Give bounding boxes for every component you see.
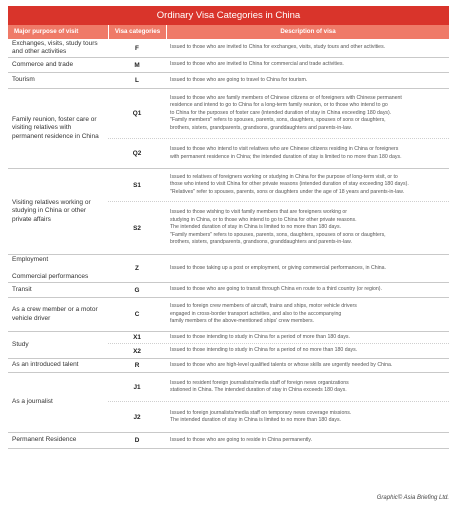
visa-group — [8, 58, 449, 73]
visa-description: Issued to relatives of foreigners working or studying in China for the purpose of long-term visit, or to those who intend to visit China for other private reasons (intended duration of stay exceeding 180 days). "Relatives" refer to spouses, parents, sons or daughters under the age of 18 years and parents-in-law. — [170, 173, 409, 195]
visa-code: D — [134, 437, 140, 444]
visa-group — [8, 332, 449, 359]
visa-group — [8, 169, 449, 255]
visa-group — [8, 298, 449, 332]
table-row — [108, 373, 449, 402]
purpose-cell: Commerce and trade — [12, 60, 74, 68]
visa-code: S1 — [133, 181, 141, 189]
purpose-cell: Tourism — [12, 76, 35, 84]
header-description: Description of visa — [166, 25, 449, 39]
visa-description: Issued to those who intend to visit relatives who are Chinese citizens residing in China or foreigners with permanent residence in China; the intended duration of stay is limited to no more than 180 days. — [170, 146, 402, 160]
purpose-cell: As a journalist — [12, 398, 53, 406]
purpose-cell: Permanent Residence — [12, 436, 77, 444]
visa-group — [8, 73, 449, 89]
table-row — [108, 58, 449, 72]
purpose-cell: Transit — [12, 285, 32, 293]
visa-code: J2 — [133, 413, 141, 421]
visa-description: Issued to those who are going to transit through China en route to a third country (or region). — [170, 286, 382, 293]
purpose-cell: Visiting relatives working or studying in China or other private affairs — [12, 198, 91, 223]
visa-code: Q1 — [132, 110, 142, 117]
table-row — [108, 89, 449, 139]
visa-description: Issued to those intending to study in China for a period of more than 180 days. — [170, 333, 350, 340]
visa-description: Issued to foreign journalists/media staff on temporary news coverage missions. The intended duration of stay in China is limited to no more than 180 days. — [170, 409, 352, 423]
visa-description: Issued to those who are invited to China for commercial and trade activities. — [170, 61, 344, 68]
visa-group — [8, 359, 449, 373]
table-row — [108, 402, 449, 432]
visa-code: Q2 — [132, 150, 142, 157]
purpose-cell: Family reunion, foster care or visiting relatives with permanent residence in China — [12, 115, 99, 140]
visa-description: Issued to those who are going to travel to China for tourism. — [170, 76, 308, 83]
table-row — [108, 139, 449, 168]
visa-code: J1 — [133, 383, 141, 391]
visa-description: Issued to resident foreign journalists/media staff of foreign news organizations stationed in China. The intended duration of stay in China exceeds 180 days. — [170, 379, 349, 393]
purpose-cell: Employment Commercial performances — [12, 255, 89, 280]
header-purpose: Major purpose of visit — [14, 28, 79, 35]
purpose-cell: Exchanges, visits, study tours and other activities — [12, 39, 98, 55]
table-row — [108, 283, 449, 297]
table-row — [108, 298, 449, 331]
visa-description: Issued to those who are family members of Chinese citizens or of foreigners with Chinese permanent residence and intend to go to China for a long-term family reunion, or to those who intend to go to China for the purposes of foster care (intended duration of stay in China exceeding 180 days). "Family members" refers to spouses, parents, sons, daughters, spouses of sons or daughters, brothers, sisters, grandparents, grandsons, granddaughters and parents-in-law. — [170, 94, 402, 131]
visa-table-graphic — [8, 6, 449, 449]
visa-description: Issued to those intending to study in China for a period of no more than 180 days. — [170, 347, 358, 354]
header-row — [8, 25, 449, 39]
visa-description: Issued to those taking up a post or employment, or giving commercial performances, in China. — [170, 264, 386, 271]
table-row — [108, 39, 449, 57]
visa-group — [8, 283, 449, 298]
purpose-cell: As an introduced talent — [12, 361, 79, 369]
visa-code: G — [134, 286, 140, 294]
table-row — [108, 433, 449, 448]
visa-description: Issued to those who are going to reside in China permanently. — [170, 436, 313, 443]
visa-group — [8, 89, 449, 169]
table-row — [108, 255, 449, 282]
visa-description: Issued to those who are invited to China for exchanges, visits, study tours and other activities. — [170, 44, 386, 51]
visa-code: X2 — [133, 347, 141, 355]
visa-code: R — [134, 362, 140, 369]
visa-code: S2 — [133, 224, 141, 232]
table-row — [108, 332, 449, 344]
visa-code: L — [135, 77, 139, 84]
visa-description: Issued to those who are high-level qualified talents or whose skills are urgently needed by China. — [170, 361, 393, 368]
table-row — [108, 202, 449, 254]
visa-description: Issued to foreign crew members of aircraft, trains and ships, motor vehicle drivers engaged in cross-border transport activities, and also to the accompanying family members of the above-mentioned ships' crew members. — [170, 303, 357, 325]
visa-group — [8, 433, 449, 449]
purpose-cell: Study — [12, 340, 29, 348]
visa-group — [8, 255, 449, 283]
table-row — [108, 359, 449, 372]
table-row — [108, 344, 449, 358]
visa-code: C — [134, 311, 140, 318]
graphic-credit: Graphic© Asia Briefing Ltd. — [376, 495, 449, 501]
header-category: Visa categories — [108, 25, 166, 39]
purpose-cell: As a crew member or a motor vehicle driver — [12, 306, 98, 322]
table-title: Ordinary Visa Categories in China — [8, 6, 449, 25]
visa-description: Issued to those wishing to visit family members that are foreigners working or studying in China, or to those who intend to go to China for other private reasons. The intended duration of stay in China is limited to no more than 180 days. "Family members" refers to spouses, parents, sons, daughters, spouses of sons or daughters, brothers, sisters, grandparents, grandsons, granddaughters and parents-in-law. — [170, 209, 386, 246]
table-row — [108, 73, 449, 88]
visa-code: F — [135, 44, 139, 52]
table-body — [8, 39, 449, 449]
visa-group — [8, 373, 449, 433]
visa-code: X1 — [133, 334, 141, 341]
visa-code: Z — [135, 265, 139, 272]
table-row — [108, 169, 449, 202]
visa-group — [8, 39, 449, 58]
visa-code: M — [134, 61, 140, 69]
